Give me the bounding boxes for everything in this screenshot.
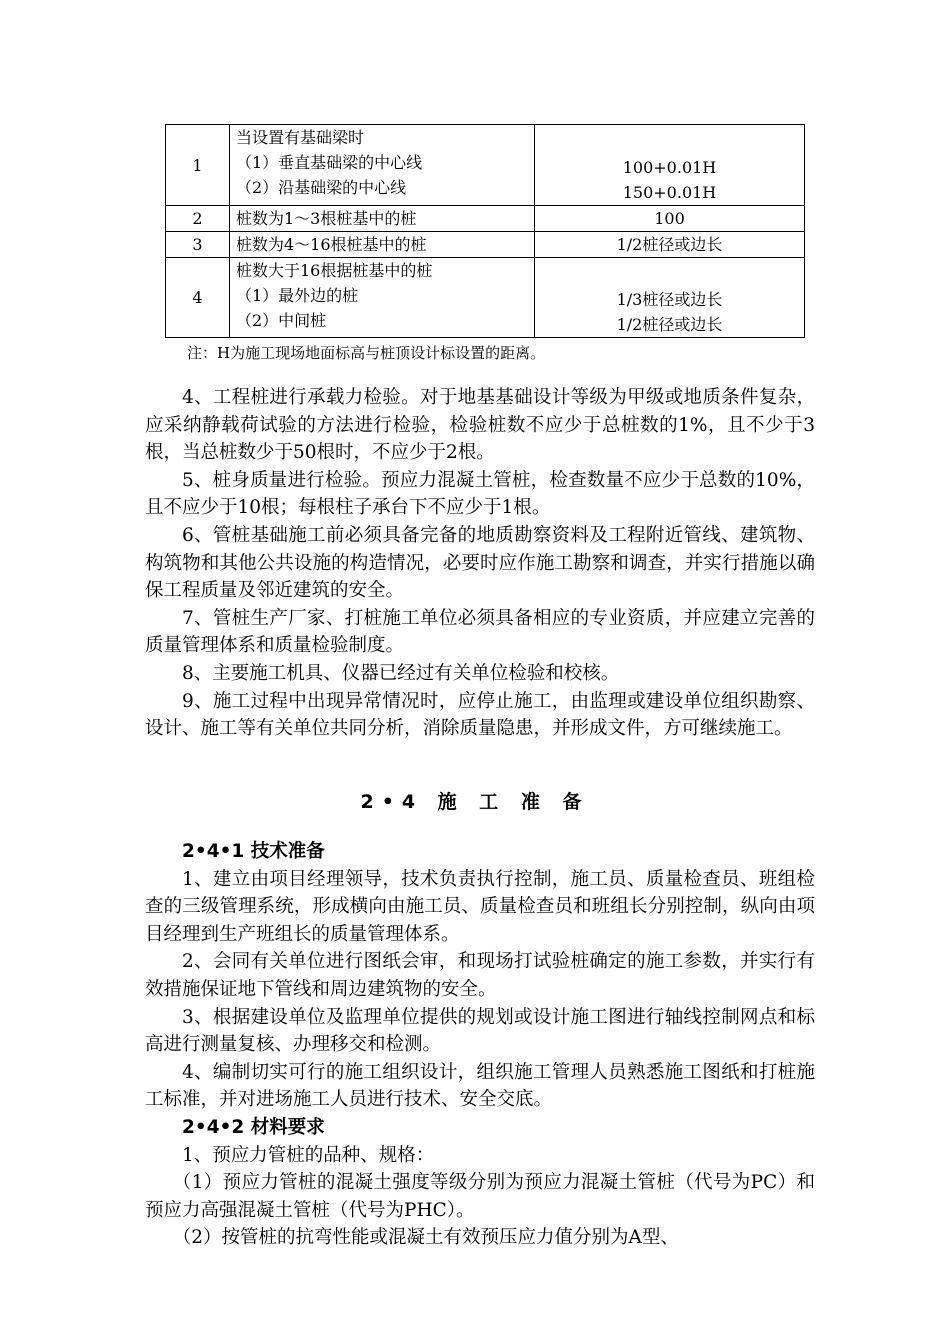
row-description [230, 258, 535, 338]
value-line: 1/3桩径或边长 [616, 290, 723, 309]
value-line [535, 130, 804, 155]
row-number: 3 [166, 232, 230, 258]
desc-line: 当设置有基础梁时 [236, 128, 365, 147]
paragraph: 2、会同有关单位进行图纸会审，和现场打试验桩确定的施工参数，并实行有效措施保证地下管线和周边建筑物的安全。 [145, 951, 815, 1000]
desc-line: （1）垂直基础梁的中心线 [236, 153, 423, 172]
table-row [166, 206, 805, 232]
desc-line: （2）沿基础梁的中心线 [236, 178, 407, 197]
value-line: 1/2桩径或边长 [616, 315, 723, 334]
row-description [230, 125, 535, 206]
table-row [166, 258, 805, 338]
paragraph: 8、主要施工机具、仪器已经过有关单位检验和校核。 [182, 662, 620, 684]
desc-line: 桩数大于16根据桩基中的桩 [236, 261, 433, 280]
table-note: 注：H为施工现场地面标高与桩顶设计标设置的距离。 [187, 344, 546, 362]
value-line [535, 262, 804, 287]
row-description [230, 232, 535, 258]
paragraph: （1）预应力管桩的混凝土强度等级分别为预应力混凝土管桩（代号为PC）和预应力高强混凝土管桩（代号为PHC）。 [145, 1172, 815, 1221]
paragraph: 4、编制切实可行的施工组织设计，组织施工管理人员熟悉施工图纸和打桩施工标准，并对进场施工人员进行技术、安全交底。 [145, 1061, 815, 1111]
desc-line: （2）中间桩 [236, 311, 327, 330]
table-row [166, 125, 805, 206]
paragraph: 6、管桩基础施工前必须具备完备的地质勘察资料及工程附近管线、建筑物、构筑物和其他公共设施的构造情况，必要时应作施工勘察和调查，并实行措施以确保工程质量及邻近建筑的安全。 [145, 524, 815, 602]
value-line: 100+0.01H [622, 158, 717, 177]
paragraph: 3、根据建设单位及监理单位提供的规划或设计施工图进行轴线控制网点和标高进行测量复核、办理移交和检测。 [145, 1006, 815, 1056]
row-value [535, 232, 805, 258]
inspection-paragraphs [145, 384, 815, 743]
row-number: 4 [166, 258, 230, 338]
paragraph: 5、桩身质量进行检验。预应力混凝土管桩，检查数量不应少于总数的10%，且不应少于10根；每根柱子承台下不应少于1根。 [145, 469, 815, 519]
subsection-heading: 2•4•1 技术准备 [182, 841, 325, 862]
paragraph: 1、预应力管桩的品种、规格： [182, 1144, 435, 1166]
paragraph: 9、施工过程中出现异常情况时，应停止施工，由监理或建设单位组织勘察、设计、施工等有关单位共同分析，消除质量隐患，并形成文件，方可继续施工。 [145, 690, 815, 740]
paragraph: 4、工程桩进行承载力检验。对于地基基础设计等级为甲级或地质条件复杂，应采纳静载荷试验的方法进行检验，检验桩数不应少于总桩数的1%，且不少于3根，当总桩数少于50根时，不应少于2根。 [145, 387, 815, 464]
row-value [535, 125, 805, 206]
deviation-table [165, 124, 805, 338]
subsection-heading: 2•4•2 材料要求 [182, 1116, 325, 1138]
value-line: 1/2桩径或边长 [616, 235, 723, 254]
preparation-section [145, 838, 815, 1252]
desc-line: （1）最外边的桩 [236, 286, 359, 305]
value-line: 100 [654, 209, 685, 228]
table-row [166, 232, 805, 258]
row-number: 2 [166, 206, 230, 232]
desc-line: 桩数为1～3根桩基中的桩 [236, 209, 417, 228]
row-description [230, 206, 535, 232]
value-line: 150+0.01H [622, 183, 717, 202]
row-value [535, 206, 805, 232]
paragraph: （2）按管桩的抗弯性能或混凝土有效预压应力值分别为A型、 [172, 1227, 679, 1249]
paragraph: 1、建立由项目经理领导，技术负责执行控制，施工员、质量检查员、班组检查的三级管理系统，形成横向由施工员、质量检查员和班组长分别控制，纵向由项目经理到生产班组长的质量管理体系。 [145, 868, 815, 945]
desc-line: 桩数为4～16根桩基中的桩 [236, 235, 427, 254]
row-value [535, 258, 805, 338]
paragraph: 7、管桩生产厂家、打桩施工单位必须具备相应的专业资质，并应建立完善的质量管理体系和质量检验制度。 [145, 607, 815, 657]
row-number: 1 [166, 125, 230, 206]
section-title: 2•4 施 工 准 备 [360, 791, 590, 813]
